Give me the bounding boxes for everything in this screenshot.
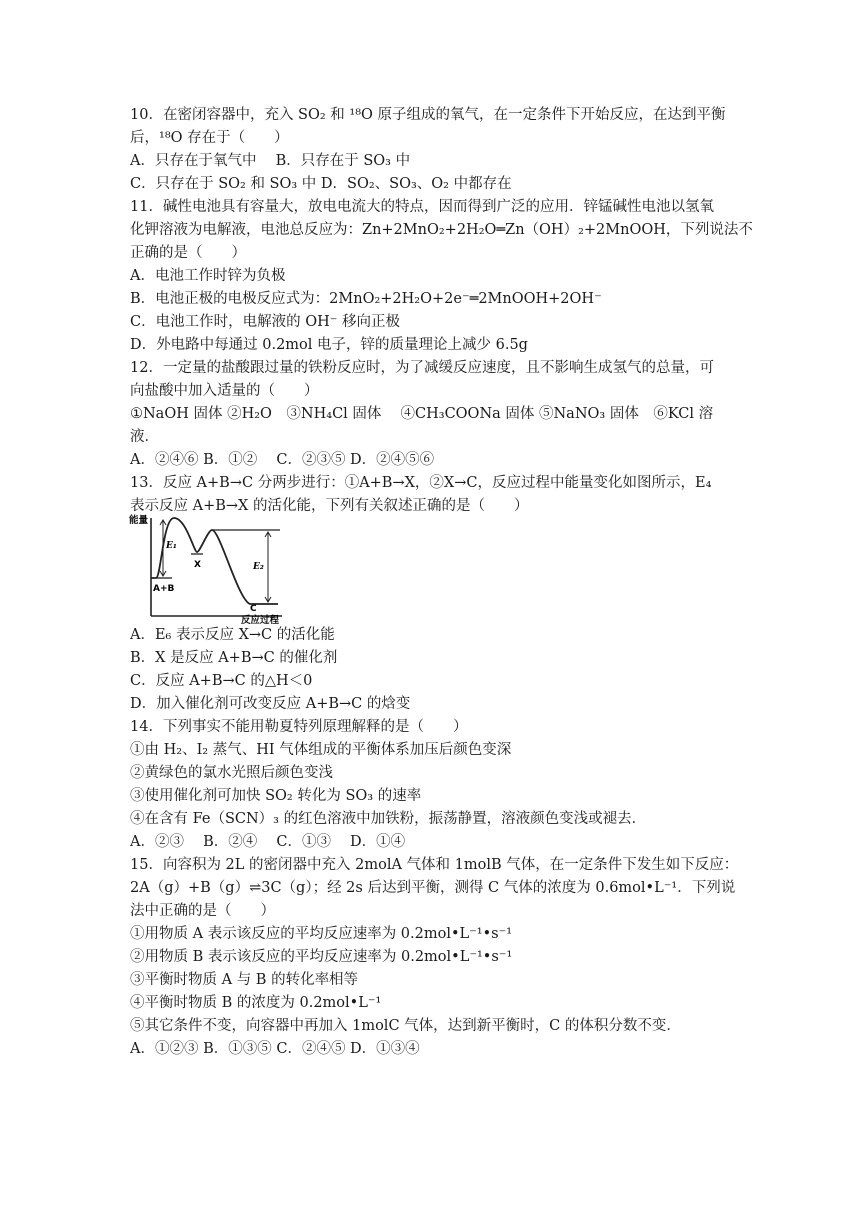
q13-option-a: A．E₆ 表示反应 X→C 的活化能	[130, 627, 335, 643]
q11-stem-line3: 正确的是（ ）	[130, 245, 246, 261]
q14-item-4: ④在含有 Fe（SCN）₃ 的红色溶液中加铁粉，振荡静置，溶液颜色变浅或褪去．	[130, 811, 647, 827]
q10-options-ab: A．只存在于氧气中 B．只存在于 SO₃ 中	[130, 153, 411, 169]
q11-option-b: B．电池正极的电极反应式为：2MnO₂+2H₂O+2e⁻═2MnOOH+2OH⁻	[130, 291, 602, 307]
q15-stem-line3: 法中正确的是（ ）	[130, 903, 275, 919]
q11-stem-line1: 11．碱性电池具有容量大，放电电流大的特点，因而得到广泛的应用．锌锰碱性电池以氢氧	[130, 199, 714, 215]
q15-stem-line2: 2A（g）+B（g）⇌3C（g）；经 2s 后达到平衡，测得 C 气体的浓度为 0.6mol•L⁻¹．下列说	[130, 880, 736, 896]
e1-label: E₁	[166, 541, 177, 551]
x-axis-label: 反应过程	[241, 615, 280, 624]
y-axis-label: 能量	[129, 515, 149, 526]
q10-stem-line1: 10．在密闭容器中，充入 SO₂ 和 ¹⁸O 原子组成的氧气，在一定条件下开始反应，在达到平衡	[130, 107, 726, 123]
q15-stem-line1: 15．向容积为 2L 的密闭器中充入 2molA 气体和 1molB 气体，在一定条件下发生如下反应：	[130, 857, 739, 873]
q12-items-line2: 液．	[130, 429, 159, 445]
q14-item-2: ②黄绿色的氯水光照后颜色变浅	[130, 765, 333, 781]
q15-item-4: ④平衡时物质 B 的浓度为 0.2mol•L⁻¹	[130, 995, 382, 1011]
q12-options: A．②④⑥ B．①② C．②③⑤ D．②④⑤⑥	[130, 452, 435, 468]
q15-item-5: ⑤其它条件不变，向容器中再加入 1molC 气体，达到新平衡时，C 的体积分数不变．	[130, 1018, 681, 1034]
q14-stem: 14．下列事实不能用勒夏特列原理解释的是（ ）	[130, 719, 468, 735]
q13-option-d: D．加入催化剂可改变反应 A+B→C 的焓变	[130, 696, 411, 712]
q10-options-cd: C．只存在于 SO₂ 和 SO₃ 中 D．SO₂、SO₃、O₂ 中都存在	[130, 176, 512, 192]
q15-options: A．①②③ B．①③⑤ C．②④⑤ D．①③④	[130, 1041, 420, 1057]
q15-item-2: ②用物质 B 表示该反应的平均反应速率为 0.2mol•L⁻¹•s⁻¹	[130, 949, 513, 965]
q12-stem-line2: 向盐酸中加入适量的（ ）	[130, 383, 319, 399]
q12-stem-line1: 12．一定量的盐酸跟过量的铁粉反应时，为了减缓反应速度，且不影响生成氢气的总量，可	[130, 360, 714, 376]
q11-option-d: D．外电路中每通过 0.2mol 电子，锌的质量理论上减少 6.5g	[130, 337, 528, 353]
product-label: C	[250, 604, 257, 614]
reactant-label: A+B	[153, 584, 175, 594]
q11-stem-line2: 化钾溶液为电解液，电池总反应为：Zn+2MnO₂+2H₂O═Zn（OH）₂+2MnOOH，下列说法不	[130, 222, 753, 238]
energy-profile-figure	[128, 512, 288, 624]
q14-item-3: ③使用催化剂可加快 SO₂ 转化为 SO₃ 的速率	[130, 788, 422, 804]
q15-item-3: ③平衡时物质 A 与 B 的转化率相等	[130, 972, 359, 988]
q10-stem-line2: 后，¹⁸O 存在于（ ）	[130, 130, 289, 146]
q11-option-a: A．电池工作时锌为负极	[130, 268, 286, 284]
q13-option-c: C．反应 A+B→C 的△H＜0	[130, 673, 313, 689]
q15-item-1: ①用物质 A 表示该反应的平均反应速率为 0.2mol•L⁻¹•s⁻¹	[130, 926, 513, 942]
q12-items-line1: ①NaOH 固体 ②H₂O ③NH₄Cl 固体 ④CH₃COONa 固体 ⑤NaNO₃ 固体 ⑥KCl 溶	[130, 406, 714, 422]
q14-options: A．②③ B．②④ C．①③ D．①④	[130, 834, 406, 850]
energy-profile-svg	[128, 512, 288, 624]
q11-option-c: C．电池工作时，电解液的 OH⁻ 移向正极	[130, 314, 400, 330]
intermediate-label: X	[194, 560, 201, 570]
q13-stem-line2: 表示反应 A+B→X 的活化能，下列有关叙述正确的是（ ）	[130, 498, 529, 514]
e2-label: E₂	[253, 562, 264, 572]
q13-stem-line1: 13．反应 A+B→C 分两步进行：①A+B→X，②X→C，反应过程中能量变化如图所示，E₄	[130, 475, 712, 491]
q14-item-1: ①由 H₂、I₂ 蒸气、HI 气体组成的平衡体系加压后颜色变深	[130, 742, 512, 758]
q13-option-b: B．X 是反应 A+B→C 的催化剂	[130, 650, 338, 666]
